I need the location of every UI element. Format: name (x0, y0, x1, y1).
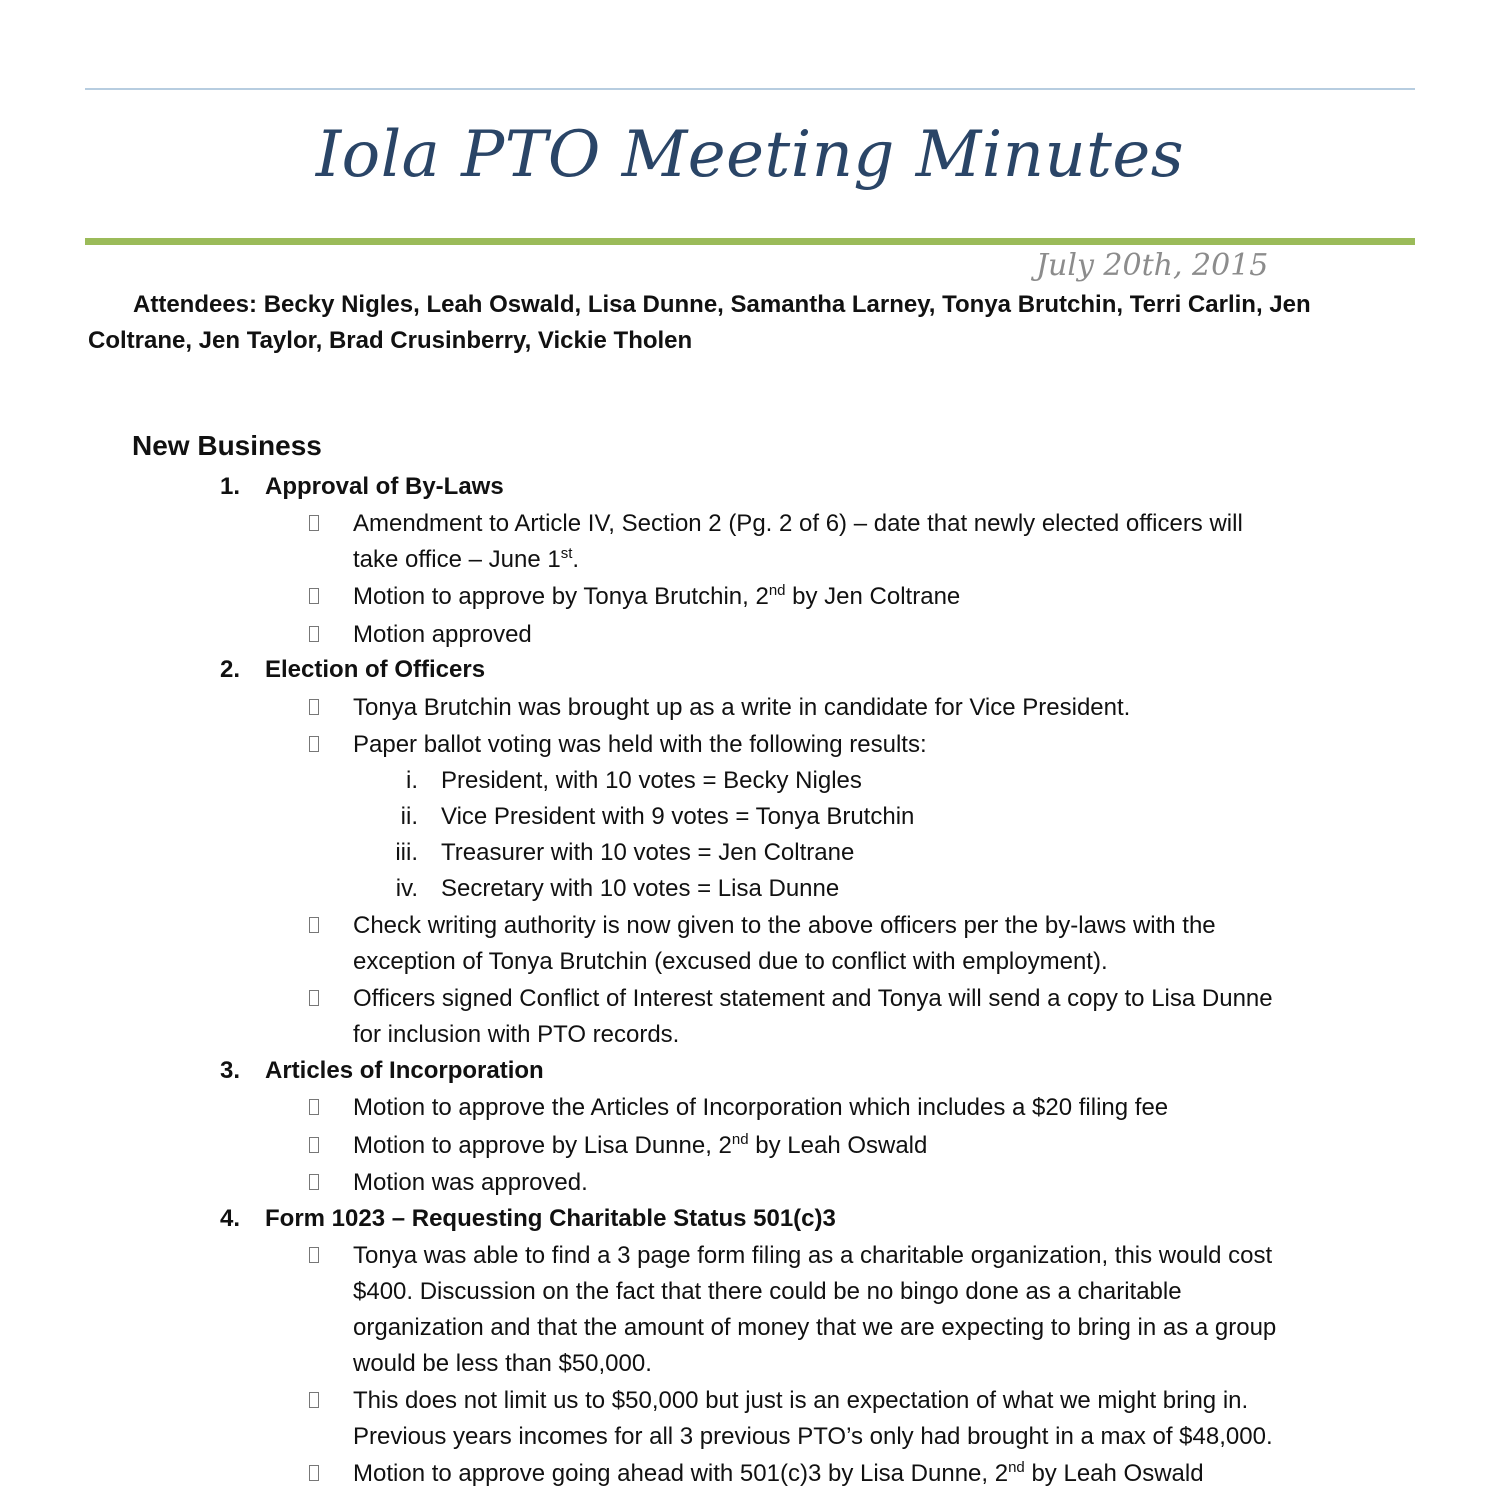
bullet-text: $400. Discussion on the fact that there could be no bingo done as a charitable (353, 1278, 1182, 1305)
roman-numeral: iii. (395, 839, 418, 866)
result-text: Secretary with 10 votes = Lisa Dunne (441, 875, 840, 902)
bullet-text: Tonya was able to find a 3 page form filing as a charitable organization, this would cost (353, 1242, 1273, 1269)
bullet-box-icon (309, 1174, 319, 1190)
bullet-text: Motion to approve the Articles of Incorporation which includes a $20 filing fee (353, 1094, 1169, 1121)
bullet-text: exception of Tonya Brutchin (excused due to conflict with employment). (353, 948, 1108, 975)
meeting-date: July 20th, 2015 (1036, 248, 1269, 283)
bullet-box-icon (309, 1247, 319, 1263)
item-title: Form 1023 – Requesting Charitable Status 501(c)3 (265, 1205, 836, 1232)
bullet-text: Motion to approve going ahead with 501(c)3 by Lisa Dunne, 2nd by Leah Oswald (353, 1459, 1204, 1487)
header-top-rule (85, 88, 1415, 90)
bullet-box-icon (309, 1099, 319, 1115)
bullet-box-icon (309, 1465, 319, 1481)
bullet-text: Tonya Brutchin was brought up as a write in candidate for Vice President. (353, 694, 1131, 721)
bullet-text: Motion was approved. (353, 1169, 588, 1196)
bullet-text: Motion approved (353, 621, 532, 648)
bullet-text: Amendment to Article IV, Section 2 (Pg. 2 of 6) – date that newly elected officers will (353, 510, 1243, 537)
bullet-text: This does not limit us to $50,000 but just is an expectation of what we might bring in. (353, 1387, 1249, 1414)
item-title: Approval of By-Laws (265, 473, 504, 500)
bullet-text: Previous years incomes for all 3 previous PTO’s only had brought in a max of $48,000. (353, 1423, 1273, 1450)
bullet-text: Officers signed Conflict of Interest statement and Tonya will send a copy to Lisa Dunne (353, 985, 1273, 1012)
bullet-text: Check writing authority is now given to the above officers per the by-laws with the (353, 912, 1216, 939)
result-text: Treasurer with 10 votes = Jen Coltrane (441, 839, 855, 866)
bullet-box-icon (309, 699, 319, 715)
bullet-box-icon (309, 736, 319, 752)
section-heading: New Business (132, 430, 322, 461)
bullet-box-icon (309, 917, 319, 933)
bullet-text: take office – June 1st. (353, 545, 580, 573)
title-underline-rule (85, 238, 1415, 245)
item-title: Articles of Incorporation (265, 1057, 544, 1084)
roman-numeral: ii. (400, 803, 418, 830)
bullet-text: Motion to approve by Tonya Brutchin, 2nd by Jen Coltrane (353, 582, 961, 610)
result-text: President, with 10 votes = Becky Nigles (441, 767, 862, 794)
bullet-text: organization and that the amount of money that we are expecting to bring in as a group (353, 1314, 1277, 1341)
bullet-box-icon (309, 990, 319, 1006)
item-number: 4. (220, 1205, 241, 1232)
item-number: 3. (220, 1057, 241, 1084)
attendees-list: Attendees: Becky Nigles, Leah Oswald, Lisa Dunne, Samantha Larney, Tonya Brutchin, Terri Carlin, Jen Coltrane, Jen Taylor, Brad Crusinberry, Vickie Tholen (88, 291, 1311, 354)
bullet-box-icon (309, 1137, 319, 1153)
roman-numeral: i. (406, 767, 418, 794)
bullet-text: would be less than $50,000. (353, 1350, 652, 1377)
bullet-text: for inclusion with PTO records. (353, 1021, 680, 1048)
bullet-box-icon (309, 626, 319, 642)
item-number: 1. (220, 473, 241, 500)
item-title: Election of Officers (265, 656, 486, 683)
bullet-box-icon (309, 1392, 319, 1408)
item-number: 2. (220, 656, 241, 683)
bullet-text: Paper ballot voting was held with the following results: (353, 731, 927, 758)
roman-numeral: iv. (395, 875, 418, 902)
bullet-box-icon (309, 515, 319, 531)
document-title: Iola PTO Meeting Minutes (315, 118, 1185, 192)
result-text: Vice President with 9 votes = Tonya Brutchin (441, 803, 915, 830)
bullet-text: Motion to approve by Lisa Dunne, 2nd by Leah Oswald (353, 1131, 928, 1159)
bullet-box-icon (309, 588, 319, 604)
